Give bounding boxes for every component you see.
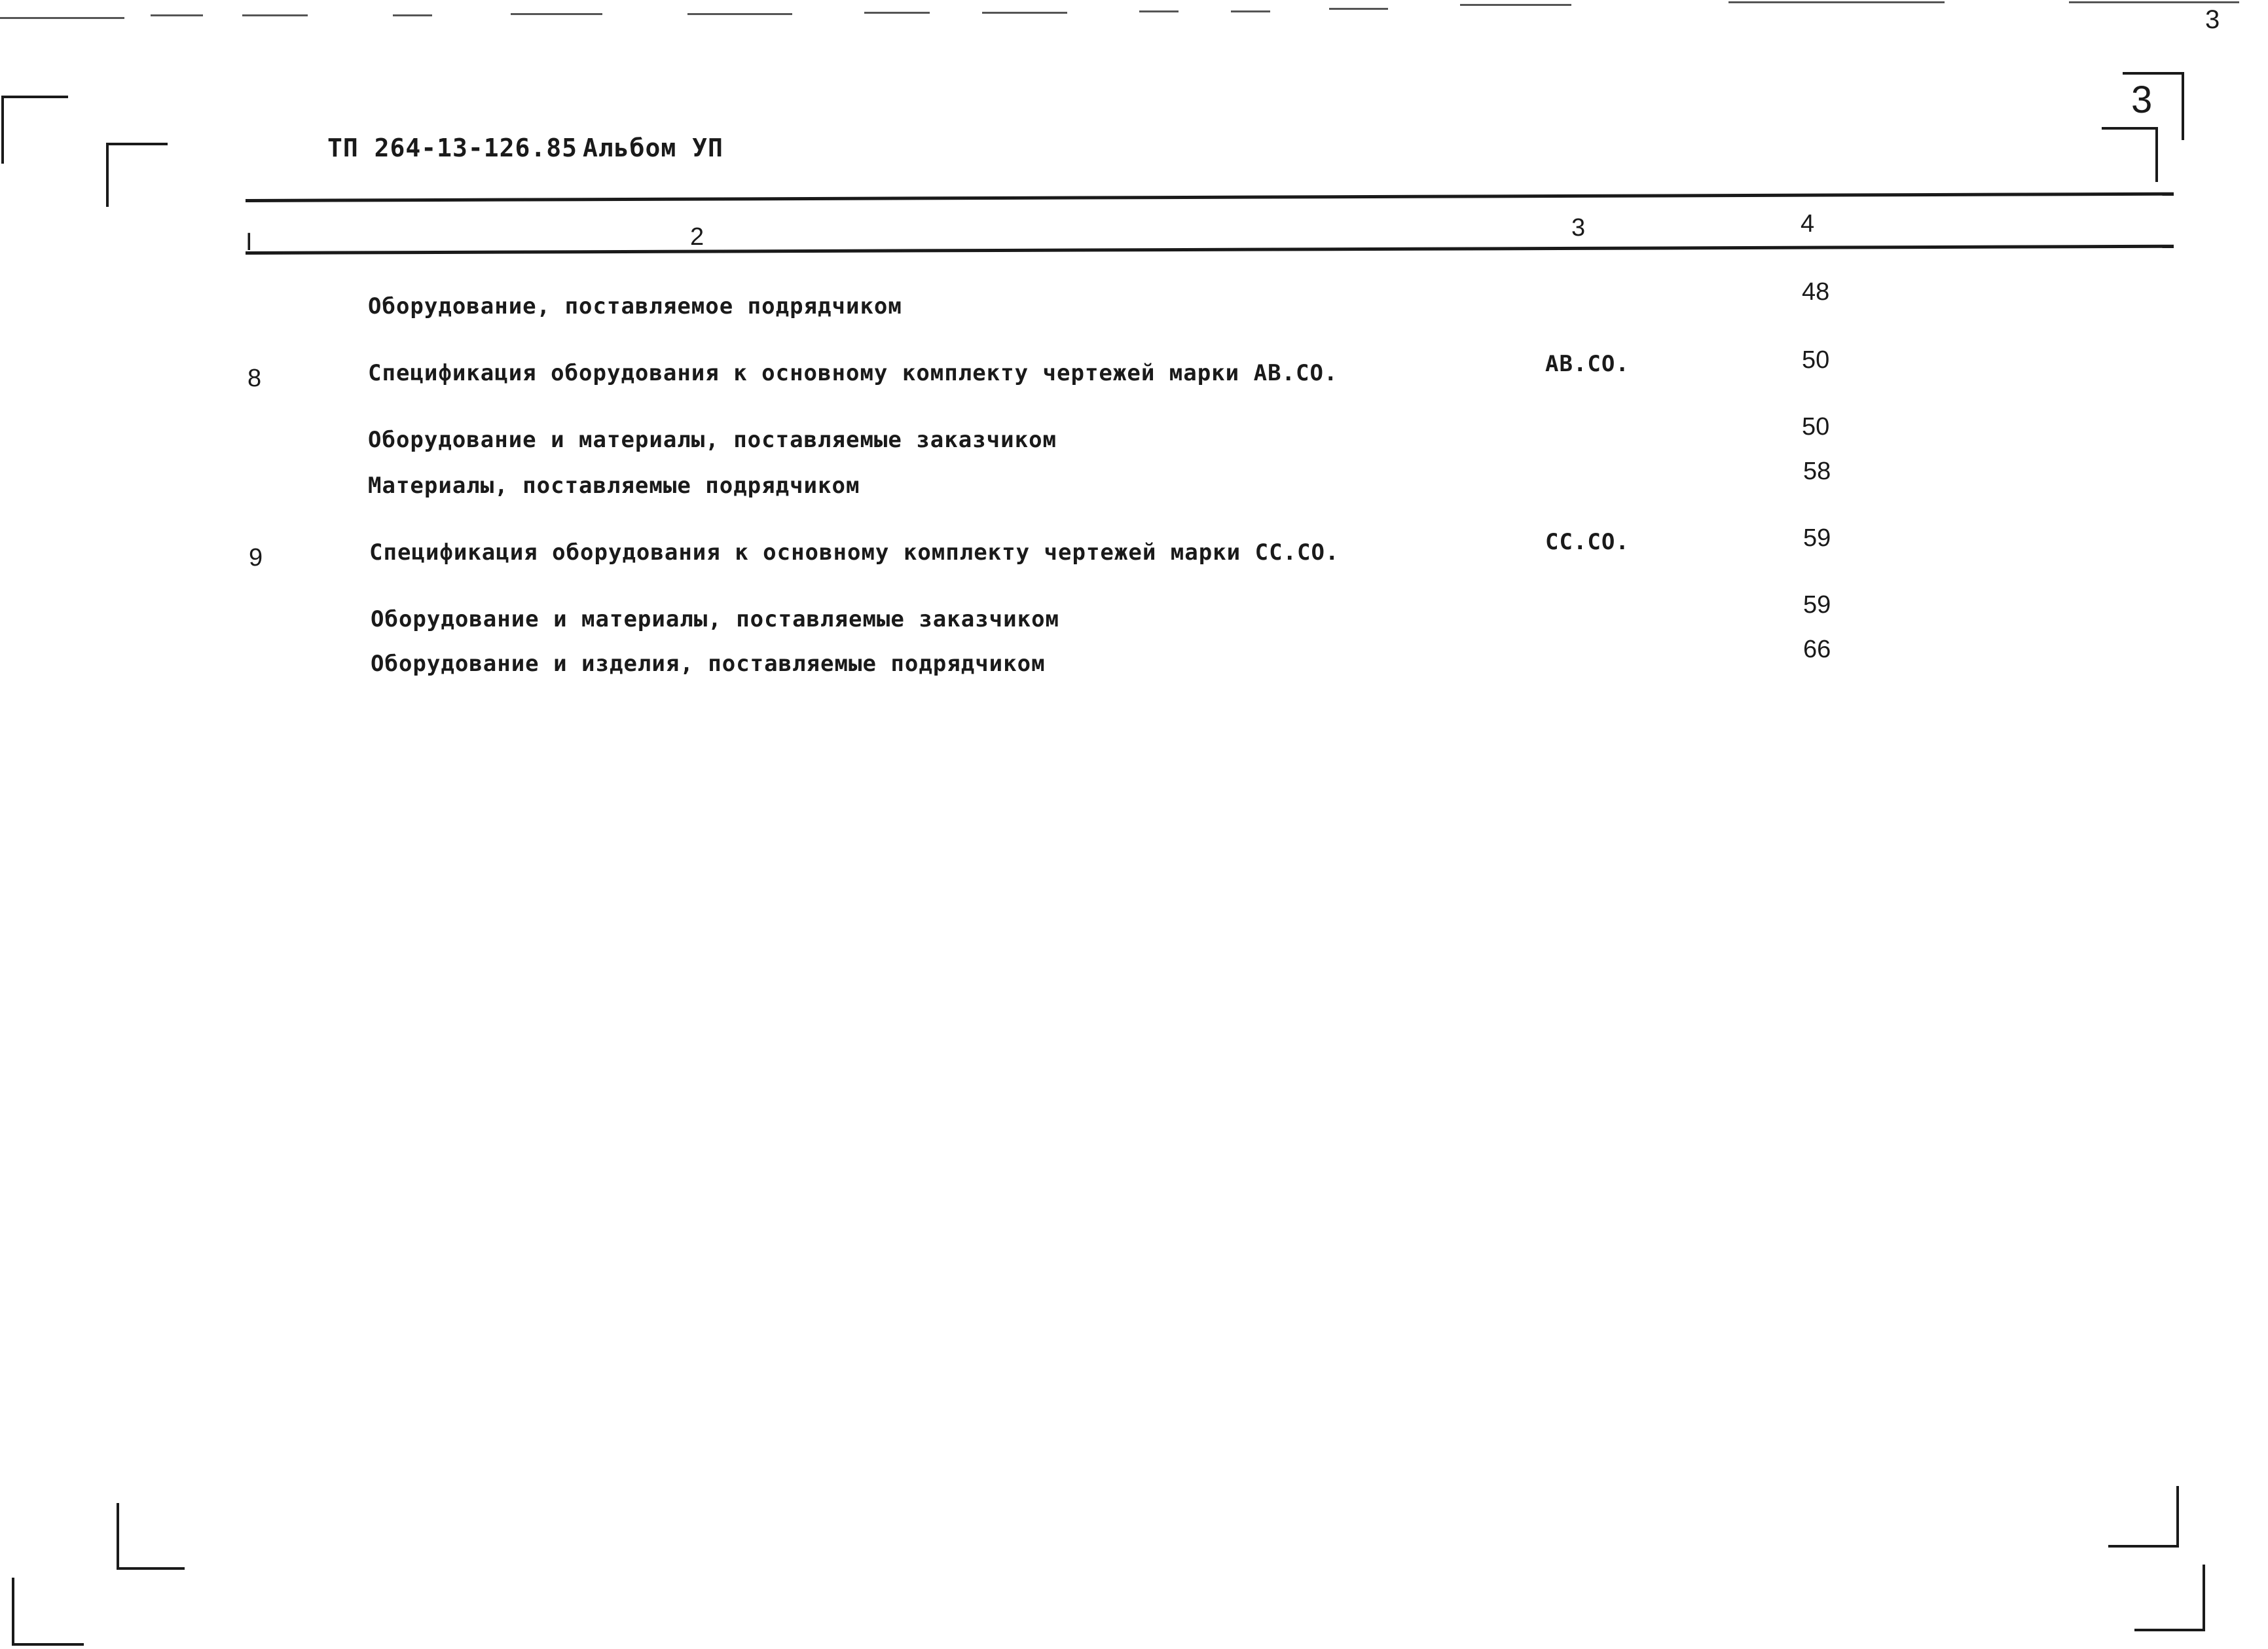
table-header-rule <box>246 245 2174 255</box>
scan-edge-line <box>151 14 203 16</box>
column-header-name: 2 <box>690 223 704 251</box>
row-page: 59 <box>1803 591 1831 619</box>
row-number: 8 <box>247 365 262 392</box>
column-header-number: I <box>246 228 253 256</box>
scan-edge-line <box>1460 4 1571 6</box>
row-page: 50 <box>1802 346 1830 374</box>
scan-edge-line <box>511 13 602 15</box>
scan-edge-line <box>1231 10 1270 12</box>
row-name: Оборудование, поставляемое подрядчиком <box>368 293 902 319</box>
row-page: 58 <box>1803 458 1831 485</box>
row-number: 9 <box>249 544 263 571</box>
column-header-page: 4 <box>1801 210 1815 238</box>
row-page: 59 <box>1803 524 1831 552</box>
scan-edge-line <box>982 12 1067 14</box>
row-page: 50 <box>1802 413 1830 441</box>
scan-edge-line <box>864 12 930 14</box>
row-mark: АВ.СО. <box>1545 351 1630 377</box>
scan-edge-line <box>687 13 792 15</box>
scan-edge-line <box>393 14 432 16</box>
row-mark: СС.СО. <box>1545 529 1630 555</box>
album-title: Альбом УП <box>583 134 723 162</box>
sheet-number-frame-bottom <box>2102 127 2158 182</box>
row-name: Спецификация оборудования к основному комплекту чертежей марки СС.СО. <box>369 539 1340 566</box>
row-page: 66 <box>1803 636 1831 663</box>
column-header-mark: 3 <box>1571 214 1586 242</box>
frame-corner-bottom-left-outer <box>12 1578 84 1646</box>
row-name: Оборудование и изделия, поставляемые подрядчиком <box>371 651 1046 677</box>
scan-edge-line <box>1329 8 1388 10</box>
scan-edge-line <box>0 17 124 19</box>
sheet-number-boxed: 3 <box>2131 79 2153 121</box>
frame-corner-top-left-inner <box>106 143 168 207</box>
sheet-number: 3 <box>2205 5 2220 34</box>
row-name: Оборудование и материалы, поставляемые заказчиком <box>371 606 1060 632</box>
table-top-rule <box>246 192 2174 202</box>
scan-edge-line <box>1139 10 1179 12</box>
scan-edge-line <box>2069 1 2239 3</box>
scan-edge-line <box>1728 1 1945 3</box>
frame-corner-top-left-outer <box>1 96 68 164</box>
row-name: Оборудование и материалы, поставляемые заказчиком <box>368 427 1057 453</box>
row-name: Спецификация оборудования к основному комплекту чертежей марки АВ.СО. <box>368 360 1338 386</box>
frame-corner-bottom-left-inner <box>117 1503 185 1570</box>
frame-corner-bottom-right-outer <box>2134 1565 2205 1631</box>
row-name: Материалы, поставляемые подрядчиком <box>368 473 860 499</box>
scan-edge-line <box>242 14 308 16</box>
row-page: 48 <box>1802 278 1830 306</box>
document-code: ТП 264-13-126.85 <box>327 134 578 162</box>
frame-corner-bottom-right-inner <box>2108 1486 2179 1548</box>
